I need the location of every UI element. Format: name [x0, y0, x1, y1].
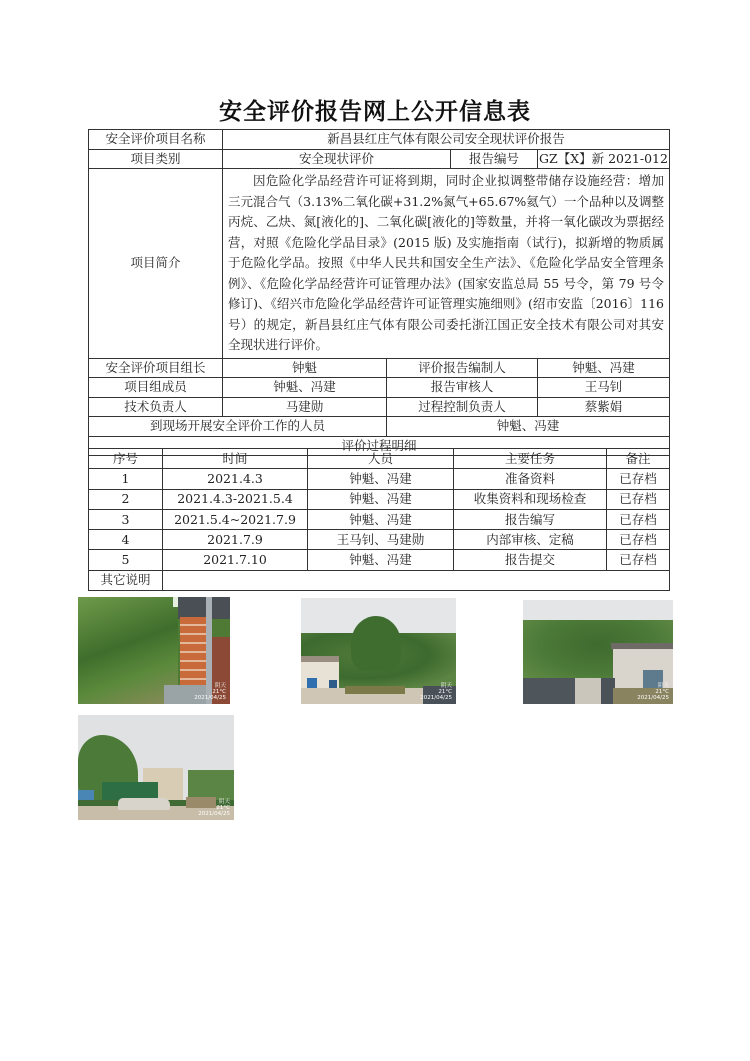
- process-detail-table: [88, 448, 670, 591]
- cell-remark: 已存档: [607, 530, 670, 550]
- page-title: 安全评价报告网上公开信息表: [219, 99, 531, 125]
- site-photo-4: [78, 715, 234, 820]
- row-onsite: [89, 417, 670, 437]
- other-notes-label: 其它说明: [89, 570, 163, 590]
- table-row: [89, 469, 670, 489]
- category-value: 安全现状评价: [223, 149, 451, 169]
- cell-time: 2021.7.10: [163, 550, 308, 570]
- report-no-value: GZ【X】新 2021-012: [538, 149, 670, 169]
- cell-time: 2021.4.3-2021.5.4: [163, 489, 308, 509]
- reviewer-value: 王马钊: [538, 378, 670, 398]
- info-table: [88, 129, 670, 456]
- leader-label: 安全评价项目组长: [89, 358, 223, 378]
- cell-task: 内部审核、定稿: [454, 530, 607, 550]
- onsite-label: 到现场开展安全评价工作的人员: [89, 417, 387, 437]
- row-intro: [89, 169, 670, 359]
- cell-remark: 已存档: [607, 509, 670, 529]
- cell-time: 2021.4.3: [163, 469, 308, 489]
- table-row: [89, 530, 670, 550]
- col-header-task: 主要任务: [454, 449, 607, 469]
- table-row: [89, 550, 670, 570]
- cell-seq: 2: [89, 489, 163, 509]
- row-members: [89, 378, 670, 398]
- cell-staff: 钟魁、冯建: [308, 489, 454, 509]
- reviewer-label: 报告审核人: [387, 378, 538, 398]
- compiler-label: 评价报告编制人: [387, 358, 538, 378]
- cell-task: 报告编写: [454, 509, 607, 529]
- members-label: 项目组成员: [89, 378, 223, 398]
- project-name-value: 新昌县红庄气体有限公司安全现状评价报告: [223, 130, 670, 150]
- project-name-label: 安全评价项目名称: [89, 130, 223, 150]
- photo-watermark: 阴天 21°C 2021/04/25: [420, 683, 452, 701]
- category-label: 项目类别: [89, 149, 223, 169]
- site-photo-2: [301, 598, 456, 704]
- cell-staff: 钟魁、冯建: [308, 550, 454, 570]
- photo-watermark: 阴天 21°C 2021/04/25: [198, 799, 230, 817]
- process-label: 过程控制负责人: [387, 397, 538, 417]
- tech-value: 马建勋: [223, 397, 387, 417]
- row-category: [89, 149, 670, 169]
- col-header-seq: 序号: [89, 449, 163, 469]
- leader-value: 钟魁: [223, 358, 387, 378]
- tech-label: 技术负责人: [89, 397, 223, 417]
- other-notes-row: [89, 570, 670, 590]
- row-tech: [89, 397, 670, 417]
- other-notes-value: [163, 570, 670, 590]
- row-project-name: [89, 130, 670, 150]
- col-header-time: 时间: [163, 449, 308, 469]
- cell-staff: 钟魁、冯建: [308, 509, 454, 529]
- table-row: [89, 509, 670, 529]
- cell-staff: 钟魁、冯建: [308, 469, 454, 489]
- cell-remark: 已存档: [607, 550, 670, 570]
- cell-remark: 已存档: [607, 489, 670, 509]
- photo-watermark: 阴天 21°C 2021/04/25: [194, 683, 226, 701]
- table-row: [89, 489, 670, 509]
- cell-time: 2021.5.4~2021.7.9: [163, 509, 308, 529]
- intro-cell: [223, 169, 670, 359]
- cell-seq: 3: [89, 509, 163, 529]
- site-photo-3: [523, 600, 673, 704]
- cell-remark: 已存档: [607, 469, 670, 489]
- row-leader: [89, 358, 670, 378]
- cell-time: 2021.7.9: [163, 530, 308, 550]
- detail-header-row: [89, 449, 670, 469]
- cell-seq: 1: [89, 469, 163, 489]
- col-header-remark: 备注: [607, 449, 670, 469]
- photo-watermark: 阴天 21°C 2021/04/25: [637, 683, 669, 701]
- intro-text: 因危险化学品经营许可证将到期，同时企业拟调整带储存设施经营：增加三元混合气（3.13%二氧化碳+31.2%氮气+65.67%氦气）一个品种以及调整丙烷、乙炔、氮[液化的]、二氧化碳[液化的]等数量，并将一氧化碳改为票据经营，对照《危险化学品目录》(2015 版) 及实施指南（试行)，拟新增的物质属于危险化学品。按照《中华人民共和国安全生产法》、《危险化学品安全管理条例》、《危险化学品经营许可证管理办法》(国家安监总局 55 号令，第 79 号令修订)、《绍兴市危险化学品经营许可证管理实施细则》(绍市安监〔2016〕116 号）的规定，新昌县红庄气体有限公司委托浙江国正安全技术有限公司对其安全现状进行评价。: [228, 173, 664, 352]
- process-value: 蔡紫娟: [538, 397, 670, 417]
- report-no-label: 报告编号: [451, 149, 538, 169]
- process-detail-heading: 评价过程明细: [89, 436, 670, 456]
- compiler-value: 钟魁、冯建: [538, 358, 670, 378]
- cell-staff: 王马钊、马建勋: [308, 530, 454, 550]
- onsite-value: 钟魁、冯建: [387, 417, 670, 437]
- cell-task: 准备资料: [454, 469, 607, 489]
- cell-seq: 4: [89, 530, 163, 550]
- cell-task: 报告提交: [454, 550, 607, 570]
- cell-task: 收集资料和现场检查: [454, 489, 607, 509]
- cell-seq: 5: [89, 550, 163, 570]
- col-header-staff: 人员: [308, 449, 454, 469]
- intro-label: 项目简介: [89, 169, 223, 359]
- members-value: 钟魁、冯建: [223, 378, 387, 398]
- site-photo-1: [78, 597, 230, 704]
